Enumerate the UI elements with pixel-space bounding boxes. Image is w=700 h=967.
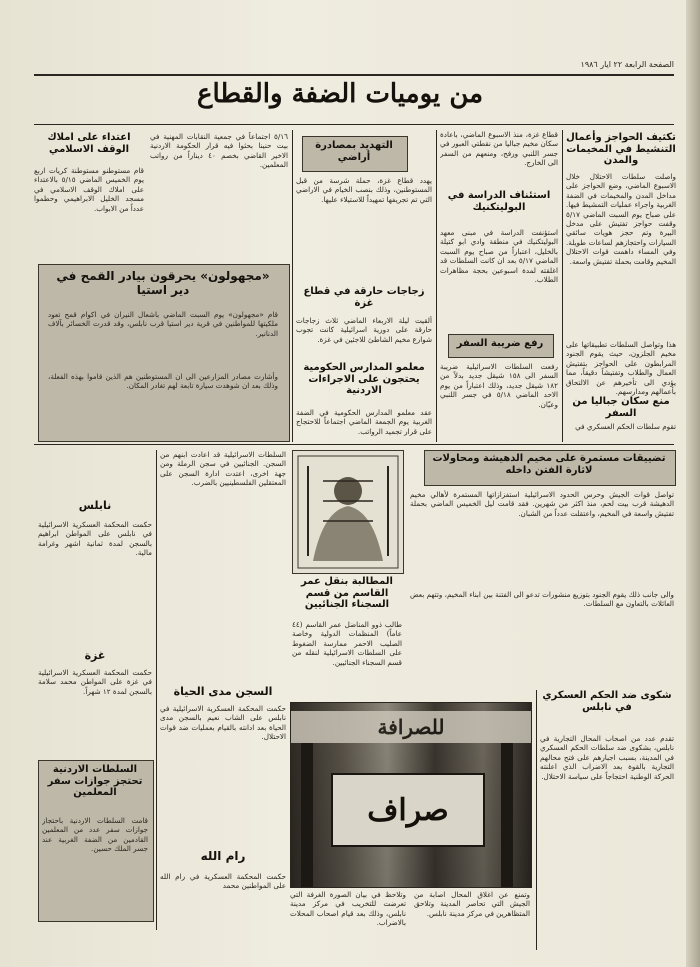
land-confiscation-title: التهديد بمصادرة أراضي [315, 140, 393, 163]
complaint-headline: شكوى ضد الحكم العسكري في نابلس [542, 690, 672, 713]
photo-signboard: صراف [331, 773, 485, 847]
exchange-shop-photo [290, 702, 532, 888]
mid1-headline-2: رفع ضريبة السفر [456, 338, 544, 349]
dheisheh-text-2: والى جانب ذلك يقوم الجنود بتوزيع منشورات تدعو الى الفتنة بين ابناء المخيم، وتتهم بعض العائلات بالتعاون مع السلطات. [410, 590, 674, 609]
mid2-text-2: ألقيت ليلة الاربعاء الماضي ثلاث زجاجات حارقة على دورية اسرائيلية كانت تجوب شوارع مخيم الشاطئ للاجئين في غزة. [296, 316, 432, 344]
mid2-text-1: يهدد قطاع غزة، حملة شرسة من قبل المستوطنين، وذلك بنصب الخيام في الاراضي التي تم تجريفها تمهيداً للاستيلاء عليها. [296, 176, 432, 204]
left-text-2: ٥/١٦ اجتماعاً في جمعية النقابات المهنية في بيت حنينا بحثوا فيه قرار الحكومة الاردنية الاخير القاضي بخصم ٤٠ ديناراً من رواتب المعلمين. [150, 132, 288, 170]
mid1-text-3: رفعت السلطات الاسرائيلية ضريبة السفر الى ١٥٨ شيقل جديد بدلاً من ١٨٢ شيقل جديد، وذلك اعتباراً من يوم الاحد الماضي ٥/١٨ في جسر اللنبي وعيّان. [440, 362, 558, 409]
gaza-headline: غزة [84, 649, 106, 662]
photo-top-sign: للصرافة [291, 711, 531, 743]
mid2-text-3: عقد معلمو المدارس الحكومية في الضفة الغربية يوم الجمعة الماضي اجتماعاً للاحتجاج على قرار تجميد الرواتب. [296, 408, 432, 436]
right-headline-2: منع سكان جباليا من السفر [572, 396, 670, 419]
col-divider-5 [536, 690, 537, 950]
photo-door-left [301, 743, 313, 887]
prison-text-col-a: السلطات الاسرائيلية قد اعادت ابنهم من السجن. الجنائيين في سجن الرملة ومن جهة اخرى، اعتدت ادارة السجن على المعتقلين الفلسطينيين بالضرب. [160, 450, 286, 488]
nablus-headline: نابلس [78, 499, 112, 512]
middle-rule [34, 444, 674, 445]
left-text-1: قام مستوطنو مستوطنة كريات اربع يوم الخميس الماضي ٥/١٥ بالاعتداء على املاك الوقف الاسلامي في مسجد الخليل الابراهيمي وحطموا عدداً من الابواب. [34, 166, 144, 213]
banner-title: من يوميات الضفة والقطاع [196, 79, 484, 109]
wheat-fire-text-2: وأشارت مصادر المزارعين الى ان المستوطنين هم الذين قاموا بهذه الفعلة، وذلك بعد ان شوهدت سيارة تابعة لهم تغادر المكان. [48, 372, 278, 391]
right-text-2: هذا وتواصل السلطات تطبيقاتها على مخيم الجلزون، حيث يقوم الجنود المرابطون على الحواجز بتفتيش العمال والطلاب وتفتيشاً دقيقاً، مما يؤدي الى تأخيرهم عن الالتحاق بأعمالهم ومدارسهم. [566, 340, 676, 396]
top-rule [34, 74, 674, 76]
prisoner-sketch [292, 450, 404, 574]
ramallah-text: حكمت المحكمة العسكرية في رام الله على المواطنين محمد [160, 872, 286, 891]
sketch-caption-title: المطالبة بنقل عمر القاسم من قسم السجناء الجنائيين [301, 576, 393, 610]
prison-life-headline: السجن مدى الحياة [173, 685, 273, 698]
prison-life-text: حكمت المحكمة العسكرية الاسرائيلية في نابلس على الشاب نعيم بالسجن مدى الحياة بعد ادانته بالقيام بعمليات ضد قوات الاحتلال. [160, 704, 286, 742]
nablus-text: حكمت المحكمة العسكرية الاسرائيلية في نابلس على المواطن ابراهيم بالسجن لمدة ثمانية اشهر وغرامة مالية. [38, 520, 152, 558]
left-headline: اعتداء على املاك الوقف الاسلامي [47, 132, 131, 155]
photo-caption-right: وتمنع عن اغلاق المحال اصابة من الجيش التي تحاصر المدينة وتلاحق المتظاهرين في مركز مدينة نابلس. [414, 890, 530, 918]
wheat-fire-title: «مجهولون» يحرقون بيادر القمح في دير استيا [56, 269, 270, 297]
jordan-passport-title: السلطات الاردنية تحتجز جوازات سفر المعلمين [47, 764, 143, 798]
photo-caption-left: وتلاحظ في بيان الصورة الغرفة التي تعرضت للتخريب في مركز مدينة نابلس، وذلك بعد قيام اصحاب المحلات بالاضراب. [290, 890, 406, 928]
col-divider-4 [156, 450, 157, 930]
right-headline: تكثيف الحواجز وأعمال التنشيط في المخيمات والمدن [566, 132, 676, 166]
wheat-fire-text-1: قام «مجهولون» يوم السبت الماضي باشعال النيران في اكوام قمح تعود ملكيتها للمواطنين في قرية دير استيا قرب نابلس، وقد قدرت الخسائر بآلاف الدنانير. [48, 310, 278, 338]
right-text-3: تقوم سلطات الحكم العسكري في [575, 422, 676, 431]
dheisheh-text-1: تواصل قوات الجيش وحرس الحدود الاسرائيلية استفزازاتها المستمرة لأهالي مخيم الدهيشة قرب بيت لحم، منذ اكثر من شهرين. فقد قامت ليل الخميس الماضي بحملة تفتيش واسعة في المخيم، واعتقلت عدداً من الشبان. [410, 490, 674, 518]
jordan-passport-text: قامت السلطات الاردنية باحتجاز جوازات سفر عدد من المعلمين القادمين من الضفة الغربية عند جسر الملك حسين. [42, 816, 148, 854]
col-divider-2 [436, 130, 437, 442]
col-divider-1 [562, 130, 563, 442]
page-info: الصفحة الرابعة ٢٢ ايار ١٩٨٦ [580, 60, 674, 69]
page-binding-edge [686, 0, 700, 967]
prisoner-sketch-illustration [293, 451, 403, 573]
dheisheh-title: تضييقات مستمرة على مخيم الدهيشة ومحاولات لاثارة الفتن داخله [432, 453, 666, 476]
mid2-headline-2: معلمو المدارس الحكومية يحتجون على الاجراءات الاردنية [303, 362, 425, 396]
mid2-headline-1: زجاجات حارقة في قطاع غزة [303, 286, 425, 309]
photo-door-right [501, 743, 513, 887]
mid1-text-2: استؤنفت الدراسة في مبنى معهد البوليتكنيك في منطقة وادي ابو كتيلة بالخليل، اعتباراً من صباح يوم السبت الماضي ٥/١٧ بعد ان كانت السلطات قد اغلقته لمدة اسبوعين بحجة مظاهرات الطلاب. [440, 228, 558, 285]
mid1-headline-1: استئناف الدراسة في البوليتكنيك [447, 190, 551, 213]
sketch-caption-body: طالب ذوو المناضل عمر القاسم (٤٤ عاماً) المنظمات الدولية وخاصة الصليب الاحمر ممارسة الضغوط على السلطات الاسرائيلية لنقله من قسم السجناء الجنائيين. [292, 620, 402, 667]
complaint-text: تقدم عدد من اصحاب المحال التجارية في نابلس، بشكوى ضد سلطات الحكم العسكري في المدينة، بسبب اجبارهم على فتح محالهم التجارية بالقوة بعد الاضراب الذي اعلنته الحركة الوطنية احتجاجاً على سياسة الاحتلال. [540, 734, 674, 781]
ramallah-headline: رام الله [200, 849, 246, 863]
gaza-text: حكمت المحكمة العسكرية الاسرائيلية في غزة على المواطن محمد سلامة بالسجن لمدة ١٢ شهراً. [38, 668, 152, 696]
banner-rule [34, 124, 674, 125]
col-divider-3 [292, 130, 293, 442]
right-text-1: واصلت سلطات الاحتلال خلال الاسبوع الماضي، وضع الحواجز على مداخل المدن والمخيمات في الضفة الغربية واجراء عمليات التمشيط فيها. على صباح يوم السبت الماضي ٥/١٧ وقفت حواجز تفتيش على مدخل البيرة وتم حجز هويات سائقي السيارات واحتجازهم لساعات طويلة. وفي المساء داهمت قوات الاحتلال المخيم وقامت بحملة تفتيش واسعة. [566, 172, 676, 266]
mid1-text-1: قطاع غزة، منذ الاسبوع الماضي، باعادة سكان مخيم جباليا من نقطتي العبور في جسر اللنبي ورفح، ومنعهم من السفر الى الخارج. [440, 130, 558, 168]
